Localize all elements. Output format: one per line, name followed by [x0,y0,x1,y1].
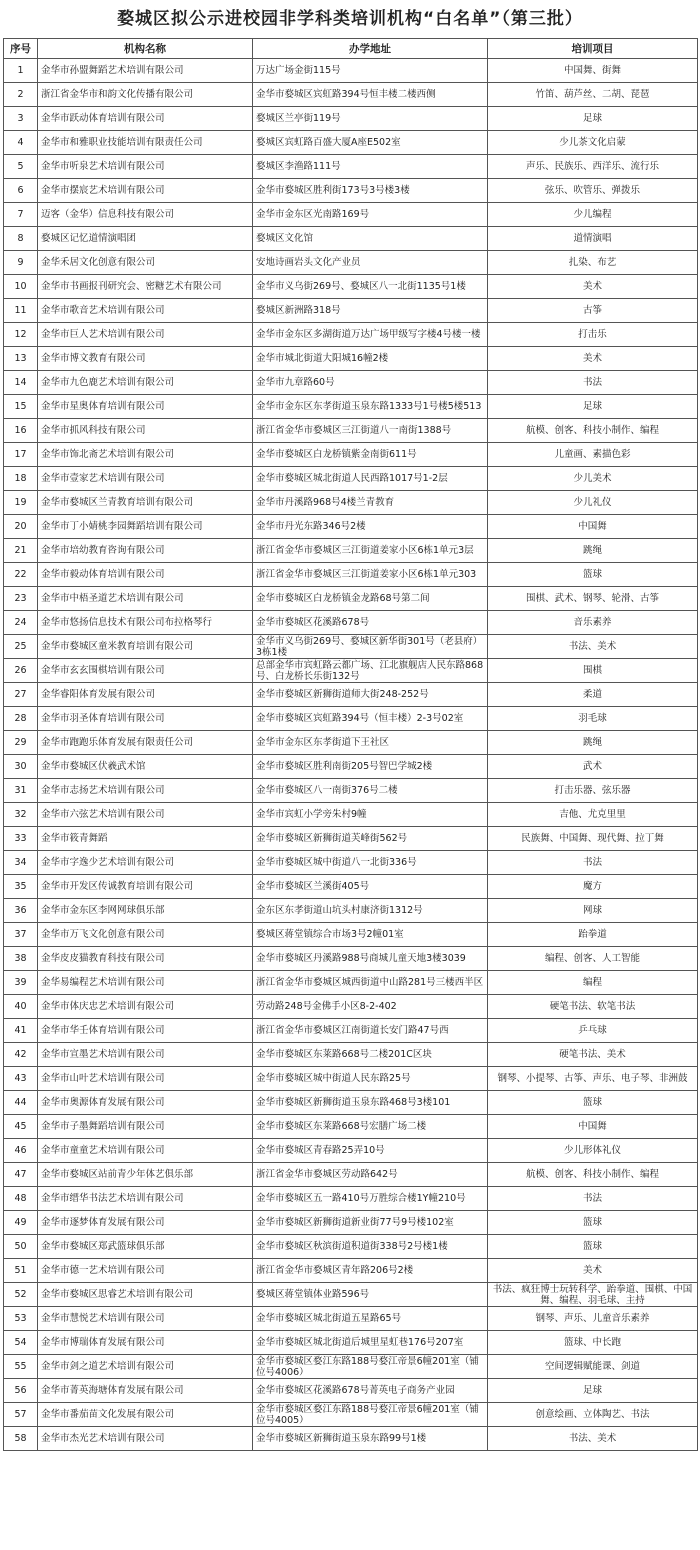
org-name: 金华市奥源体育发展有限公司 [38,1091,253,1115]
row-number: 26 [4,659,38,683]
row-number: 14 [4,371,38,395]
table-row [4,875,698,899]
row-number: 17 [4,443,38,467]
org-name: 金华市壹家艺术培训有限公司 [38,467,253,491]
row-number: 48 [4,1187,38,1211]
program: 硬笔书法、美术 [488,1043,698,1067]
table-row [4,1043,698,1067]
row-number: 55 [4,1355,38,1379]
address: 金华市婺城区城中街道人民东路25号 [253,1067,488,1091]
address: 金华市义乌街269号、婺城区八一北街1135号1楼 [253,275,488,299]
table-row [4,251,698,275]
row-number: 21 [4,539,38,563]
address: 金华市金东区东孝街道玉泉东路1333号1号楼5楼513 [253,395,488,419]
program: 少儿礼仪 [488,491,698,515]
org-name: 金华皮皮猫教育科技有限公司 [38,947,253,971]
address: 金华市婺城区东莱路668号宏膳广场二楼 [253,1115,488,1139]
row-number: 33 [4,827,38,851]
program: 儿童画、素描色彩 [488,443,698,467]
address: 婺城区新洲路318号 [253,299,488,323]
org-name: 金华市中梧圣道艺术培训有限公司 [38,587,253,611]
program: 声乐、民族乐、西洋乐、流行乐 [488,155,698,179]
address: 婺城区文化馆 [253,227,488,251]
table-row [4,1211,698,1235]
header-no: 序号 [4,39,38,59]
row-number: 43 [4,1067,38,1091]
row-number: 4 [4,131,38,155]
org-name: 金华市子墨舞蹈培训有限公司 [38,1115,253,1139]
table-row [4,1331,698,1355]
row-number: 36 [4,899,38,923]
address: 浙江省金华市婺城区三江街道八一南街1388号 [253,419,488,443]
header-org-name: 机构名称 [38,39,253,59]
program: 书法 [488,1187,698,1211]
row-number: 32 [4,803,38,827]
address: 金华市婺城区花溪路678号菁英电子商务产业园 [253,1379,488,1403]
address: 金华市婺城区新狮街道芙峰街562号 [253,827,488,851]
row-number: 49 [4,1211,38,1235]
table-header-row [4,39,698,59]
table-row [4,899,698,923]
program: 美术 [488,347,698,371]
table-row [4,1379,698,1403]
org-name: 浙江省金华市和韵文化传播有限公司 [38,83,253,107]
table-row [4,1067,698,1091]
program: 书法、美术 [488,1427,698,1451]
program: 钢琴、小提琴、古筝、声乐、电子琴、非洲鼓 [488,1067,698,1091]
table-row [4,779,698,803]
org-name: 金华市博瑞体育发展有限公司 [38,1331,253,1355]
table-row [4,995,698,1019]
row-number: 9 [4,251,38,275]
row-number: 40 [4,995,38,1019]
program: 跆拳道 [488,923,698,947]
table-row [4,659,698,683]
address: 金华市婺城区新狮街道玉泉东路99号1楼 [253,1427,488,1451]
org-name: 金华市体庆忠艺术培训有限公司 [38,995,253,1019]
table-row [4,1139,698,1163]
org-name: 金华市六弦艺术培训有限公司 [38,803,253,827]
row-number: 8 [4,227,38,251]
org-name: 金华市毅动体育培训有限公司 [38,563,253,587]
address: 金华市丹光东路346号2楼 [253,515,488,539]
program: 打击乐器、弦乐器 [488,779,698,803]
address: 金华市婺城区城北街道后城里星虹巷176号207室 [253,1331,488,1355]
table-row [4,515,698,539]
table-row [4,1187,698,1211]
table-row [4,1235,698,1259]
org-name: 金华市德一艺术培训有限公司 [38,1259,253,1283]
address: 浙江省金华市婺城区城西街道中山路281号三楼西半区 [253,971,488,995]
org-name: 金华市金东区李网网球俱乐部 [38,899,253,923]
row-number: 30 [4,755,38,779]
table-row [4,155,698,179]
program: 篮球 [488,1235,698,1259]
program: 书法、疯狂博士玩转科学、跆拳道、围棋、中国舞、编程、羽毛球、主持 [488,1283,698,1307]
table-row [4,467,698,491]
org-name: 金华市悠扬信息技术有限公司布拉格琴行 [38,611,253,635]
org-name: 迈客（金华）信息科技有限公司 [38,203,253,227]
program: 道情演唱 [488,227,698,251]
row-number: 42 [4,1043,38,1067]
org-name: 金华市博文教育有限公司 [38,347,253,371]
row-number: 50 [4,1235,38,1259]
row-number: 27 [4,683,38,707]
program: 航模、创客、科技小制作、编程 [488,419,698,443]
header-address: 办学地址 [253,39,488,59]
org-name: 金华市婺城区伏羲武术馆 [38,755,253,779]
table-row [4,491,698,515]
table-row [4,371,698,395]
org-name: 金华市开发区传诚教育培训有限公司 [38,875,253,899]
row-number: 3 [4,107,38,131]
org-name: 金华市书画报刊研究会、密糖艺术有限公司 [38,275,253,299]
address: 金华市丹溪路968号4楼兰青教育 [253,491,488,515]
program: 足球 [488,1379,698,1403]
row-number: 47 [4,1163,38,1187]
address: 金华市九章路60号 [253,371,488,395]
org-name: 金华市杰光艺术培训有限公司 [38,1427,253,1451]
address: 金华市婺城区城北街道五星路65号 [253,1307,488,1331]
program: 乒乓球 [488,1019,698,1043]
table-row [4,539,698,563]
row-number: 7 [4,203,38,227]
org-name: 金华市志扬艺术培训有限公司 [38,779,253,803]
program: 篮球 [488,1091,698,1115]
program: 围棋、武术、钢琴、轮滑、古筝 [488,587,698,611]
table-row [4,635,698,659]
table-row [4,731,698,755]
table-row [4,179,698,203]
org-name: 金华睿阳体育发展有限公司 [38,683,253,707]
table-row [4,707,698,731]
address: 金华市婺城区五一路410号万胜综合楼1Y幢210号 [253,1187,488,1211]
table-row [4,587,698,611]
table-row [4,299,698,323]
address: 浙江省金华市婺城区三江街道姜家小区6栋1单元3层 [253,539,488,563]
program: 编程、创客、人工智能 [488,947,698,971]
program: 少儿茶文化启蒙 [488,131,698,155]
program: 少儿编程 [488,203,698,227]
table-row [4,323,698,347]
org-name: 金华市孙盟舞蹈艺术培训有限公司 [38,59,253,83]
row-number: 52 [4,1283,38,1307]
table-row [4,803,698,827]
program: 创意绘画、立体陶艺、书法 [488,1403,698,1427]
address: 金华市婺城区花溪路678号 [253,611,488,635]
program: 书法、美术 [488,635,698,659]
table-row [4,131,698,155]
table-row [4,347,698,371]
address: 总部金华市宾虹路云都广场、江北旗舰店人民东路868号、白龙桥长乐街132号 [253,659,488,683]
program: 书法 [488,851,698,875]
address: 金华市金东区多湖街道万达广场甲级写字楼4号楼一楼 [253,323,488,347]
row-number: 11 [4,299,38,323]
program: 篮球、中长跑 [488,1331,698,1355]
org-name: 金华市婺城区站前青少年体艺俱乐部 [38,1163,253,1187]
program: 篮球 [488,1211,698,1235]
program: 足球 [488,395,698,419]
table-row [4,443,698,467]
program: 航模、创客、科技小制作、编程 [488,1163,698,1187]
row-number: 38 [4,947,38,971]
address: 金华市金东区东孝街道下王社区 [253,731,488,755]
org-name: 金华市逐梦体育发展有限公司 [38,1211,253,1235]
program: 围棋 [488,659,698,683]
address: 金华市婺城区婺江东路188号婺江帝景6幢201室（铺位号4005） [253,1403,488,1427]
whitelist-table [3,38,698,1451]
program: 音乐素养 [488,611,698,635]
row-number: 57 [4,1403,38,1427]
address: 金华市婺城区新狮街道玉泉东路468号3楼101 [253,1091,488,1115]
program: 弦乐、吹管乐、弹拨乐 [488,179,698,203]
table-row [4,107,698,131]
program: 竹笛、葫芦丝、二胡、琵琶 [488,83,698,107]
row-number: 2 [4,83,38,107]
address: 金华市婺城区胜利街173号3号楼3楼 [253,179,488,203]
address: 安地诗画岩头文化产业员 [253,251,488,275]
table-row [4,275,698,299]
program: 柔道 [488,683,698,707]
table-row [4,1115,698,1139]
row-number: 5 [4,155,38,179]
table-row [4,971,698,995]
program: 书法 [488,371,698,395]
address: 金华市婺城区宾虹路394号恒丰楼二楼西侧 [253,83,488,107]
address: 婺城区蒋堂镇体业路596号 [253,1283,488,1307]
address: 婺城区宾虹路百盛大厦A座E502室 [253,131,488,155]
address: 金华市婺城区八一南街376号二楼 [253,779,488,803]
program: 中国舞、街舞 [488,59,698,83]
org-name: 金华市婺城区兰青教育培训有限公司 [38,491,253,515]
address: 金华市婺城区丹溪路988号商城儿童天地3楼3039 [253,947,488,971]
address: 金华市婺城区城北街道人民西路1017号1-2层 [253,467,488,491]
org-name: 金华市婺城区郑武篮球俱乐部 [38,1235,253,1259]
org-name: 金华市跑跑乐体育发展有限责任公司 [38,731,253,755]
row-number: 45 [4,1115,38,1139]
org-name: 金华市摆宸艺术培训有限公司 [38,179,253,203]
org-name: 金华市丁小婧桃李园舞蹈培训有限公司 [38,515,253,539]
table-row [4,203,698,227]
table-row [4,563,698,587]
row-number: 58 [4,1427,38,1451]
row-number: 37 [4,923,38,947]
address: 金华市婺城区新狮街道新业街77号9号楼102室 [253,1211,488,1235]
program: 中国舞 [488,515,698,539]
address: 金华市婺城区兰溪街405号 [253,875,488,899]
row-number: 29 [4,731,38,755]
table-row [4,1019,698,1043]
row-number: 34 [4,851,38,875]
table-row [4,1307,698,1331]
program: 武术 [488,755,698,779]
row-number: 12 [4,323,38,347]
org-name: 金华市和雅职业技能培训有限责任公司 [38,131,253,155]
program: 足球 [488,107,698,131]
table-row [4,755,698,779]
org-name: 金华市羽圣体育培训有限公司 [38,707,253,731]
org-name: 金华市童童艺术培训有限公司 [38,1139,253,1163]
table-row [4,59,698,83]
org-name: 金华市番茄苗文化发展有限公司 [38,1403,253,1427]
row-number: 10 [4,275,38,299]
table-row [4,1259,698,1283]
program: 网球 [488,899,698,923]
address: 万达广场金街115号 [253,59,488,83]
program: 硬笔书法、软笔书法 [488,995,698,1019]
program: 民族舞、中国舞、现代舞、拉丁舞 [488,827,698,851]
program: 跳绳 [488,539,698,563]
table-row [4,923,698,947]
row-number: 25 [4,635,38,659]
address: 浙江省金华市婺城区青年路206号2楼 [253,1259,488,1283]
row-number: 24 [4,611,38,635]
row-number: 23 [4,587,38,611]
org-name: 金华市巨人艺术培训有限公司 [38,323,253,347]
table-row [4,1091,698,1115]
org-name: 金华市菁英海塘体育发展有限公司 [38,1379,253,1403]
row-number: 22 [4,563,38,587]
org-name: 金华市筱青舞蹈 [38,827,253,851]
row-number: 41 [4,1019,38,1043]
org-name: 金华市缙华书法艺术培训有限公司 [38,1187,253,1211]
row-number: 56 [4,1379,38,1403]
address: 浙江省金华市婺城区三江街道姜家小区6栋1单元303 [253,563,488,587]
row-number: 44 [4,1091,38,1115]
address: 金东区东孝街道山坑头村康济街1312号 [253,899,488,923]
address: 浙江省金华市婺城区江南街道长安门路47号西 [253,1019,488,1043]
org-name: 金华市抓风科技有限公司 [38,419,253,443]
program: 美术 [488,1259,698,1283]
org-name: 金华禾居文化创意有限公司 [38,251,253,275]
program: 空间逻辑赋能课、剑道 [488,1355,698,1379]
org-name: 金华市宣墨艺术培训有限公司 [38,1043,253,1067]
org-name: 金华市歌音艺术培训有限公司 [38,299,253,323]
org-name: 金华市星奥体育培训有限公司 [38,395,253,419]
table-row [4,395,698,419]
address: 金华市婺城区城中街道八一北街336号 [253,851,488,875]
program: 钢琴、声乐、儿童音乐素养 [488,1307,698,1331]
program: 跳绳 [488,731,698,755]
address: 金华市婺城区宾虹路394号（恒丰楼）2-3号02室 [253,707,488,731]
program: 魔方 [488,875,698,899]
address: 金华市城北街道大阳城16幢2楼 [253,347,488,371]
program: 古筝 [488,299,698,323]
org-name: 金华市剑之道艺术培训有限公司 [38,1355,253,1379]
program: 吉他、尤克里里 [488,803,698,827]
table-row [4,419,698,443]
org-name: 金华市山叶艺术培训有限公司 [38,1067,253,1091]
row-number: 35 [4,875,38,899]
org-name: 金华市跃动体育培训有限公司 [38,107,253,131]
org-name: 金华市慧悦艺术培训有限公司 [38,1307,253,1331]
address: 金华市义乌街269号、婺城区新华街301号（老县府）3栋1楼 [253,635,488,659]
row-number: 13 [4,347,38,371]
program: 篮球 [488,563,698,587]
table-row [4,1403,698,1427]
address: 金华市婺城区青春路25弄10号 [253,1139,488,1163]
program: 扎染、布艺 [488,251,698,275]
org-name: 金华易编程艺术培训有限公司 [38,971,253,995]
org-name: 金华市听泉艺术培训有限公司 [38,155,253,179]
row-number: 54 [4,1331,38,1355]
table-row [4,1427,698,1451]
org-name: 金华市玄玄围棋培训有限公司 [38,659,253,683]
table-row [4,827,698,851]
program: 编程 [488,971,698,995]
row-number: 39 [4,971,38,995]
table-row [4,1163,698,1187]
address: 金华市婺城区东莱路668号二楼201C区块 [253,1043,488,1067]
table-row [4,83,698,107]
table-row [4,1283,698,1307]
table-row [4,227,698,251]
table-row [4,947,698,971]
program: 打击乐 [488,323,698,347]
org-name: 金华市字逸少艺术培训有限公司 [38,851,253,875]
program: 美术 [488,275,698,299]
row-number: 19 [4,491,38,515]
row-number: 31 [4,779,38,803]
row-number: 6 [4,179,38,203]
table-row [4,611,698,635]
address: 金华市婺城区白龙桥镇金龙路68号第二间 [253,587,488,611]
row-number: 18 [4,467,38,491]
address: 金华市金东区光南路169号 [253,203,488,227]
row-number: 53 [4,1307,38,1331]
address: 金华市婺城区胜利南街205号智巴学城2楼 [253,755,488,779]
row-number: 1 [4,59,38,83]
table-row [4,683,698,707]
page-title: 婺城区拟公示进校园非学科类培训机构“白名单”（第三批） [117,9,583,29]
program: 中国舞 [488,1115,698,1139]
row-number: 15 [4,395,38,419]
row-number: 46 [4,1139,38,1163]
org-name: 金华市万飞文化创意有限公司 [38,923,253,947]
org-name: 金华市培幼教育咨询有限公司 [38,539,253,563]
org-name: 金华市华壬体育培训有限公司 [38,1019,253,1043]
address: 金华市婺城区新狮街道师大街248-252号 [253,683,488,707]
address: 金华市婺城区婺江东路188号婺江帝景6幢201室（铺位号4006） [253,1355,488,1379]
row-number: 28 [4,707,38,731]
program: 少儿形体礼仪 [488,1139,698,1163]
address: 浙江省金华市婺城区劳动路642号 [253,1163,488,1187]
program: 少儿美术 [488,467,698,491]
address: 婺城区李渔路111号 [253,155,488,179]
address: 金华市宾虹小学旁朱村9幢 [253,803,488,827]
address: 婺城区兰亭街119号 [253,107,488,131]
address: 婺城区蒋堂镇综合市场3号2幢01室 [253,923,488,947]
org-name: 金华市婺城区童米教育培训有限公司 [38,635,253,659]
address: 金华市婺城区白龙桥镇紫金南街611号 [253,443,488,467]
row-number: 20 [4,515,38,539]
table-row [4,851,698,875]
org-name: 金华市饰北斋艺术培训有限公司 [38,443,253,467]
address: 金华市婺城区秋滨街道积道街338号2号楼1楼 [253,1235,488,1259]
program: 羽毛球 [488,707,698,731]
header-program: 培训项目 [488,39,698,59]
table-row [4,1355,698,1379]
row-number: 16 [4,419,38,443]
address: 劳动路248号金佛手小区8-2-402 [253,995,488,1019]
org-name: 金华市九色鹿艺术培训有限公司 [38,371,253,395]
org-name: 金华市婺城区思睿艺术培训有限公司 [38,1283,253,1307]
org-name: 婺城区记忆道情演唱团 [38,227,253,251]
row-number: 51 [4,1259,38,1283]
